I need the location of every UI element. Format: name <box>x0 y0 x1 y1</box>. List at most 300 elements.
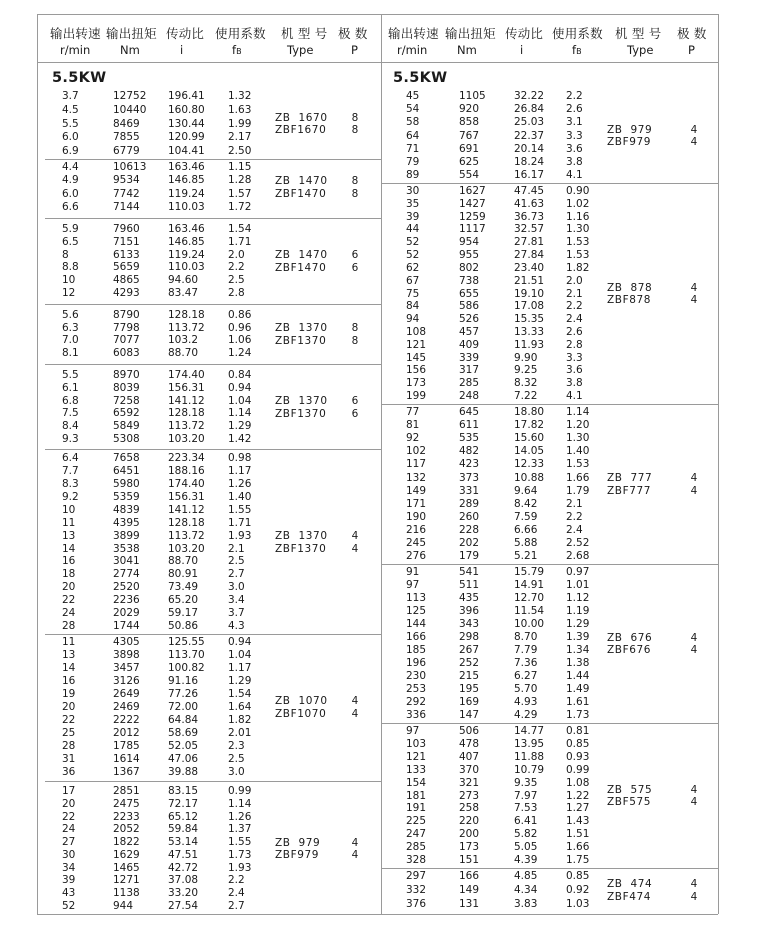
left-ratio-cell: 196.41 <box>168 90 205 102</box>
right-ratio-cell: 5.05 <box>514 841 538 854</box>
left-torque-cell: 8039 <box>113 381 140 394</box>
right-service-factor-cell: 3.6 <box>566 142 583 155</box>
left-service-factor-cell: 1.14 <box>228 797 252 810</box>
right-torque-cell: 1627 <box>459 185 486 197</box>
right-unit-2: i <box>520 43 524 57</box>
right-service-factor-cell: 1.20 <box>566 419 590 432</box>
left-speed-cell: 6.1 <box>62 381 79 394</box>
right-torque-cell: 258 <box>459 802 480 815</box>
right-speed-cell: 117 <box>406 458 427 471</box>
right-poles: 4 <box>690 136 698 148</box>
left-speed-cell: 7.5 <box>62 407 79 420</box>
left-ratio-cell: 91.16 <box>168 675 199 687</box>
right-speed-cell: 144 <box>406 618 427 630</box>
right-torque-cell: 611 <box>459 419 480 432</box>
right-service-factor-cell: 1.53 <box>566 249 590 262</box>
left-speed-cell: 18 <box>62 568 76 581</box>
left-speed-cell: 16 <box>62 675 76 687</box>
left-torque-cell: 6451 <box>113 464 140 477</box>
right-ratio-cell: 22.37 <box>514 129 545 142</box>
left-speed-cell: 22 <box>62 714 76 726</box>
left-torque-cell: 2029 <box>113 607 140 620</box>
left-ratio-cell: 113.72 <box>168 420 205 433</box>
left-model-type: ZBF1470 <box>275 187 327 200</box>
left-torque-cell: 10440 <box>113 103 147 116</box>
right-speed-cell: 75 <box>406 287 420 300</box>
right-service-factor-cell: 3.8 <box>566 377 583 390</box>
right-model-type: ZB 676 <box>607 631 653 644</box>
left-speed-cell: 28 <box>62 620 76 632</box>
left-service-factor-cell: 2.7 <box>228 568 245 581</box>
left-poles: 6 <box>351 395 359 407</box>
left-ratio-cell: 128.18 <box>168 407 205 420</box>
right-ratio-cell: 14.91 <box>514 579 545 591</box>
right-service-factor-cell: 2.52 <box>566 536 590 549</box>
right-speed-cell: 133 <box>406 763 427 776</box>
right-service-factor-cell: 0.93 <box>566 750 590 763</box>
right-speed-cell: 253 <box>406 683 427 695</box>
right-speed-cell: 191 <box>406 802 427 815</box>
right-speed-cell: 89 <box>406 169 420 181</box>
right-model-type: ZBF979 <box>607 136 652 148</box>
header-bottom-border <box>37 62 718 63</box>
right-service-factor-cell: 1.66 <box>566 471 590 484</box>
right-speed-cell: 39 <box>406 210 420 223</box>
left-service-factor-cell: 1.73 <box>228 848 252 861</box>
right-service-factor-cell: 2.6 <box>566 103 583 116</box>
table-left-border <box>37 14 38 914</box>
left-header-4: 机 型 号 <box>281 26 328 41</box>
right-speed-cell: 190 <box>406 510 427 523</box>
left-speed-cell: 6.3 <box>62 321 79 334</box>
left-poles: 4 <box>351 695 359 707</box>
left-ratio-cell: 110.03 <box>168 201 205 213</box>
right-torque-cell: 273 <box>459 789 480 802</box>
right-torque-cell: 1427 <box>459 197 486 210</box>
left-service-factor-cell: 1.63 <box>228 103 252 116</box>
left-service-factor-cell: 1.55 <box>228 836 252 849</box>
left-speed-cell: 5.5 <box>62 369 79 381</box>
left-service-factor-cell: 1.99 <box>228 117 252 130</box>
right-service-factor-cell: 0.99 <box>566 763 590 776</box>
right-ratio-cell: 7.53 <box>514 802 538 815</box>
left-ratio-cell: 119.24 <box>168 187 205 200</box>
left-speed-cell: 7.7 <box>62 464 79 477</box>
right-service-factor-cell: 4.1 <box>566 390 583 402</box>
right-model-type: ZBF575 <box>607 796 652 808</box>
right-torque-cell: 625 <box>459 155 480 168</box>
left-ratio-cell: 125.55 <box>168 636 205 648</box>
right-torque-cell: 396 <box>459 605 480 617</box>
right-service-factor-cell: 2.0 <box>566 274 583 287</box>
right-model-type: ZBF878 <box>607 294 652 306</box>
left-speed-cell: 8.1 <box>62 347 79 359</box>
right-service-factor-cell: 1.30 <box>566 223 590 236</box>
left-model-type: ZBF1070 <box>275 707 327 720</box>
left-poles: 4 <box>351 836 359 849</box>
left-ratio-cell: 64.84 <box>168 714 199 726</box>
left-service-factor-cell: 1.26 <box>228 810 252 823</box>
right-ratio-cell: 36.73 <box>514 210 545 223</box>
left-torque-cell: 3126 <box>113 675 140 687</box>
right-torque-cell: 298 <box>459 631 480 643</box>
right-service-factor-cell: 1.19 <box>566 605 590 617</box>
left-torque-cell: 8970 <box>113 369 140 381</box>
right-ratio-cell: 15.35 <box>514 313 545 326</box>
right-ratio-cell: 16.17 <box>514 169 545 181</box>
left-ratio-cell: 27.54 <box>168 900 199 912</box>
right-speed-cell: 121 <box>406 750 427 763</box>
right-speed-cell: 103 <box>406 737 427 750</box>
left-ratio-cell: 47.51 <box>168 848 199 861</box>
right-poles: 4 <box>690 796 698 808</box>
left-service-factor-cell: 1.06 <box>228 334 252 347</box>
left-poles: 4 <box>351 530 359 542</box>
left-ratio-cell: 103.20 <box>168 433 205 445</box>
right-service-factor-cell: 1.73 <box>566 709 590 721</box>
left-power-heading: 5.5KW <box>52 70 107 86</box>
right-speed-cell: 81 <box>406 419 420 432</box>
left-speed-cell: 4.5 <box>62 103 79 116</box>
right-speed-cell: 276 <box>406 550 427 562</box>
left-ratio-cell: 53.14 <box>168 836 199 849</box>
right-ratio-cell: 15.79 <box>514 566 545 578</box>
right-torque-cell: 586 <box>459 300 480 313</box>
left-ratio-cell: 58.69 <box>168 727 199 739</box>
right-unit-3: fB <box>572 43 582 57</box>
left-service-factor-cell: 1.17 <box>228 464 252 477</box>
right-service-factor-cell: 2.2 <box>566 300 583 313</box>
right-ratio-cell: 7.36 <box>514 657 538 669</box>
right-speed-cell: 173 <box>406 377 427 390</box>
left-service-factor-cell: 1.42 <box>228 433 252 445</box>
right-service-factor-cell: 1.03 <box>566 898 590 910</box>
left-service-factor-cell: 3.0 <box>228 581 245 594</box>
left-ratio-cell: 156.31 <box>168 490 205 503</box>
right-torque-cell: 151 <box>459 854 480 866</box>
right-model-type: ZB 878 <box>607 281 653 294</box>
right-model-type: ZB 575 <box>607 783 653 796</box>
right-torque-cell: 738 <box>459 274 480 287</box>
panel-divider <box>381 14 382 914</box>
right-torque-cell: 954 <box>459 236 480 249</box>
left-ratio-cell: 113.72 <box>168 321 205 334</box>
left-ratio-cell: 146.85 <box>168 174 205 187</box>
left-speed-cell: 8.3 <box>62 477 79 490</box>
right-speed-cell: 132 <box>406 471 427 484</box>
right-service-factor-cell: 1.34 <box>566 644 590 656</box>
right-model-type: ZB 474 <box>607 878 653 890</box>
right-torque-cell: 920 <box>459 103 480 116</box>
right-speed-cell: 336 <box>406 709 427 721</box>
right-ratio-cell: 32.22 <box>514 90 545 102</box>
right-torque-cell: 260 <box>459 510 480 523</box>
right-group-separator <box>381 183 718 184</box>
left-ratio-cell: 65.12 <box>168 810 199 823</box>
right-ratio-cell: 4.34 <box>514 884 538 896</box>
right-poles: 4 <box>690 472 698 484</box>
right-poles: 4 <box>690 631 698 644</box>
left-service-factor-cell: 1.29 <box>228 420 252 433</box>
left-torque-cell: 6083 <box>113 347 140 359</box>
left-model-type: ZBF1370 <box>275 542 327 555</box>
left-service-factor-cell: 4.3 <box>228 620 245 632</box>
left-speed-cell: 8.4 <box>62 420 79 433</box>
left-group-separator <box>45 304 381 305</box>
right-model-type: ZB 979 <box>607 123 653 136</box>
right-ratio-cell: 6.66 <box>514 523 538 536</box>
right-ratio-cell: 6.41 <box>514 815 538 828</box>
right-service-factor-cell: 1.16 <box>566 210 590 223</box>
right-speed-cell: 97 <box>406 725 420 737</box>
left-unit-5: P <box>351 43 358 57</box>
left-service-factor-cell: 1.82 <box>228 714 252 726</box>
right-ratio-cell: 4.85 <box>514 870 538 882</box>
left-service-factor-cell: 2.50 <box>228 145 252 157</box>
left-speed-cell: 20 <box>62 797 76 810</box>
left-torque-cell: 1614 <box>113 753 140 765</box>
right-speed-cell: 30 <box>406 185 420 197</box>
right-speed-cell: 35 <box>406 197 420 210</box>
right-ratio-cell: 7.22 <box>514 390 538 402</box>
left-speed-cell: 36 <box>62 766 76 778</box>
right-model-type: ZBF777 <box>607 484 652 497</box>
left-group-separator <box>45 364 381 365</box>
right-group-separator <box>381 723 718 724</box>
right-poles: 4 <box>690 783 698 796</box>
right-speed-cell: 230 <box>406 670 427 682</box>
right-torque-cell: 147 <box>459 709 480 721</box>
right-torque-cell: 267 <box>459 644 480 656</box>
left-torque-cell: 2222 <box>113 714 140 726</box>
right-speed-cell: 64 <box>406 129 420 142</box>
right-service-factor-cell: 1.79 <box>566 484 590 497</box>
right-torque-cell: 252 <box>459 657 480 669</box>
left-speed-cell: 31 <box>62 753 76 765</box>
right-ratio-cell: 41.63 <box>514 197 545 210</box>
left-ratio-cell: 110.03 <box>168 261 205 274</box>
left-ratio-cell: 223.34 <box>168 452 205 464</box>
left-speed-cell: 6.8 <box>62 394 79 407</box>
left-torque-cell: 6779 <box>113 145 140 157</box>
left-speed-cell: 8.8 <box>62 261 79 274</box>
left-torque-cell: 7258 <box>113 394 140 407</box>
right-ratio-cell: 14.05 <box>514 445 545 458</box>
left-service-factor-cell: 2.7 <box>228 900 245 912</box>
right-service-factor-cell: 2.8 <box>566 338 583 351</box>
left-model-type: ZB 1370 <box>275 322 328 334</box>
left-speed-cell: 28 <box>62 740 76 752</box>
left-torque-cell: 5659 <box>113 261 140 274</box>
left-header-5: 极 数 <box>338 26 368 41</box>
left-torque-cell: 4305 <box>113 636 140 648</box>
left-speed-cell: 17 <box>62 785 76 797</box>
right-speed-cell: 292 <box>406 696 427 708</box>
right-service-factor-cell: 1.61 <box>566 696 590 708</box>
left-torque-cell: 1138 <box>113 887 140 900</box>
left-service-factor-cell: 2.5 <box>228 753 245 765</box>
left-ratio-cell: 83.47 <box>168 287 199 299</box>
right-poles: 4 <box>690 890 698 903</box>
right-model-type: ZBF474 <box>607 890 652 903</box>
left-service-factor-cell: 2.2 <box>228 874 245 887</box>
left-ratio-cell: 163.46 <box>168 161 205 173</box>
left-service-factor-cell: 2.3 <box>228 740 245 752</box>
right-ratio-cell: 23.40 <box>514 261 545 274</box>
left-unit-2: i <box>180 43 184 57</box>
right-unit-4: Type <box>627 43 654 57</box>
right-ratio-cell: 27.84 <box>514 249 545 262</box>
right-speed-cell: 154 <box>406 776 427 789</box>
left-ratio-cell: 103.20 <box>168 542 205 555</box>
left-ratio-cell: 72.17 <box>168 797 199 810</box>
right-poles: 4 <box>690 294 698 306</box>
left-torque-cell: 3899 <box>113 529 140 542</box>
right-speed-cell: 84 <box>406 300 420 313</box>
left-torque-cell: 3538 <box>113 542 140 555</box>
table-top-border <box>37 14 718 15</box>
left-service-factor-cell: 1.93 <box>228 529 252 542</box>
left-torque-cell: 7798 <box>113 321 140 334</box>
left-torque-cell: 5980 <box>113 477 140 490</box>
left-ratio-cell: 163.46 <box>168 223 205 235</box>
right-torque-cell: 423 <box>459 458 480 471</box>
right-ratio-cell: 5.70 <box>514 683 538 695</box>
right-header-1: 输出扭矩 <box>445 26 496 41</box>
left-torque-cell: 1271 <box>113 874 140 887</box>
right-ratio-cell: 4.39 <box>514 854 538 866</box>
left-torque-cell: 944 <box>113 900 134 912</box>
left-service-factor-cell: 1.71 <box>228 235 252 248</box>
table-bottom-border <box>37 914 718 915</box>
left-torque-cell: 2052 <box>113 823 140 836</box>
right-service-factor-cell: 1.75 <box>566 854 590 866</box>
left-ratio-cell: 59.84 <box>168 823 199 836</box>
right-ratio-cell: 14.77 <box>514 725 545 737</box>
right-torque-cell: 802 <box>459 261 480 274</box>
left-torque-cell: 2774 <box>113 568 140 581</box>
left-service-factor-cell: 1.72 <box>228 201 252 213</box>
left-service-factor-cell: 1.24 <box>228 347 252 359</box>
right-service-factor-cell: 3.1 <box>566 116 583 129</box>
left-header-1: 输出扭矩 <box>106 26 157 41</box>
left-speed-cell: 39 <box>62 874 76 887</box>
left-torque-cell: 5308 <box>113 433 140 445</box>
left-speed-cell: 30 <box>62 848 76 861</box>
right-speed-cell: 108 <box>406 325 427 338</box>
right-torque-cell: 511 <box>459 579 480 591</box>
right-torque-cell: 220 <box>459 815 480 828</box>
left-service-factor-cell: 1.55 <box>228 503 252 516</box>
right-ratio-cell: 17.08 <box>514 300 545 313</box>
left-torque-cell: 1785 <box>113 740 140 752</box>
right-service-factor-cell: 1.43 <box>566 815 590 828</box>
left-ratio-cell: 156.31 <box>168 381 205 394</box>
right-ratio-cell: 7.79 <box>514 644 538 656</box>
left-poles: 8 <box>351 187 359 200</box>
right-speed-cell: 102 <box>406 445 427 458</box>
left-speed-cell: 24 <box>62 607 76 620</box>
left-ratio-cell: 160.80 <box>168 103 205 116</box>
right-speed-cell: 52 <box>406 236 420 249</box>
right-service-factor-cell: 0.85 <box>566 870 590 882</box>
left-poles: 8 <box>351 322 359 334</box>
right-torque-cell: 1259 <box>459 210 486 223</box>
left-model-type: ZB 1070 <box>275 695 328 707</box>
right-ratio-cell: 12.70 <box>514 592 545 604</box>
right-poles: 4 <box>690 644 698 656</box>
left-ratio-cell: 88.70 <box>168 555 199 568</box>
right-group-separator <box>381 564 718 565</box>
left-torque-cell: 7742 <box>113 187 140 200</box>
right-ratio-cell: 9.90 <box>514 351 538 364</box>
left-speed-cell: 4.4 <box>62 161 79 173</box>
right-ratio-cell: 10.00 <box>514 618 545 630</box>
right-speed-cell: 71 <box>406 142 420 155</box>
left-unit-0: r/min <box>60 43 91 57</box>
right-torque-cell: 166 <box>459 870 480 882</box>
left-ratio-cell: 104.41 <box>168 145 205 157</box>
left-ratio-cell: 146.85 <box>168 235 205 248</box>
right-torque-cell: 1105 <box>459 90 486 102</box>
right-torque-cell: 195 <box>459 683 480 695</box>
left-poles: 6 <box>351 407 359 420</box>
right-torque-cell: 554 <box>459 169 480 181</box>
left-service-factor-cell: 1.93 <box>228 861 252 874</box>
left-service-factor-cell: 1.64 <box>228 701 252 713</box>
left-poles: 6 <box>351 249 359 261</box>
right-torque-cell: 1117 <box>459 223 486 236</box>
left-ratio-cell: 52.05 <box>168 740 199 752</box>
left-ratio-cell: 83.15 <box>168 785 199 797</box>
left-model-type: ZBF979 <box>275 849 320 861</box>
right-model-type: ZB 777 <box>607 472 653 484</box>
left-ratio-cell: 59.17 <box>168 607 199 620</box>
left-torque-cell: 2475 <box>113 797 140 810</box>
left-service-factor-cell: 1.71 <box>228 516 252 529</box>
left-speed-cell: 5.5 <box>62 117 79 130</box>
left-speed-cell: 6.5 <box>62 235 79 248</box>
left-service-factor-cell: 3.4 <box>228 594 245 607</box>
left-torque-cell: 7855 <box>113 131 140 144</box>
left-speed-cell: 9.3 <box>62 433 79 445</box>
left-torque-cell: 10613 <box>113 161 147 173</box>
right-speed-cell: 121 <box>406 338 427 351</box>
right-ratio-cell: 8.42 <box>514 497 538 510</box>
right-torque-cell: 169 <box>459 696 480 708</box>
right-ratio-cell: 5.21 <box>514 550 538 562</box>
right-service-factor-cell: 1.82 <box>566 261 590 274</box>
left-speed-cell: 6.0 <box>62 131 79 144</box>
left-ratio-cell: 141.12 <box>168 394 205 407</box>
right-torque-cell: 173 <box>459 841 480 854</box>
left-service-factor-cell: 0.94 <box>228 381 252 394</box>
left-service-factor-cell: 3.0 <box>228 766 245 778</box>
right-ratio-cell: 12.33 <box>514 458 545 471</box>
left-ratio-cell: 100.82 <box>168 662 205 674</box>
left-service-factor-cell: 1.32 <box>228 90 252 102</box>
left-ratio-cell: 128.18 <box>168 516 205 529</box>
right-service-factor-cell: 0.85 <box>566 737 590 750</box>
right-header-0: 输出转速 <box>388 26 439 41</box>
left-ratio-cell: 73.49 <box>168 581 199 594</box>
left-ratio-cell: 113.70 <box>168 649 205 661</box>
right-torque-cell: 248 <box>459 390 480 402</box>
right-service-factor-cell: 3.3 <box>566 129 583 142</box>
right-torque-cell: 535 <box>459 432 480 445</box>
right-torque-cell: 541 <box>459 566 480 578</box>
right-speed-cell: 97 <box>406 579 420 591</box>
